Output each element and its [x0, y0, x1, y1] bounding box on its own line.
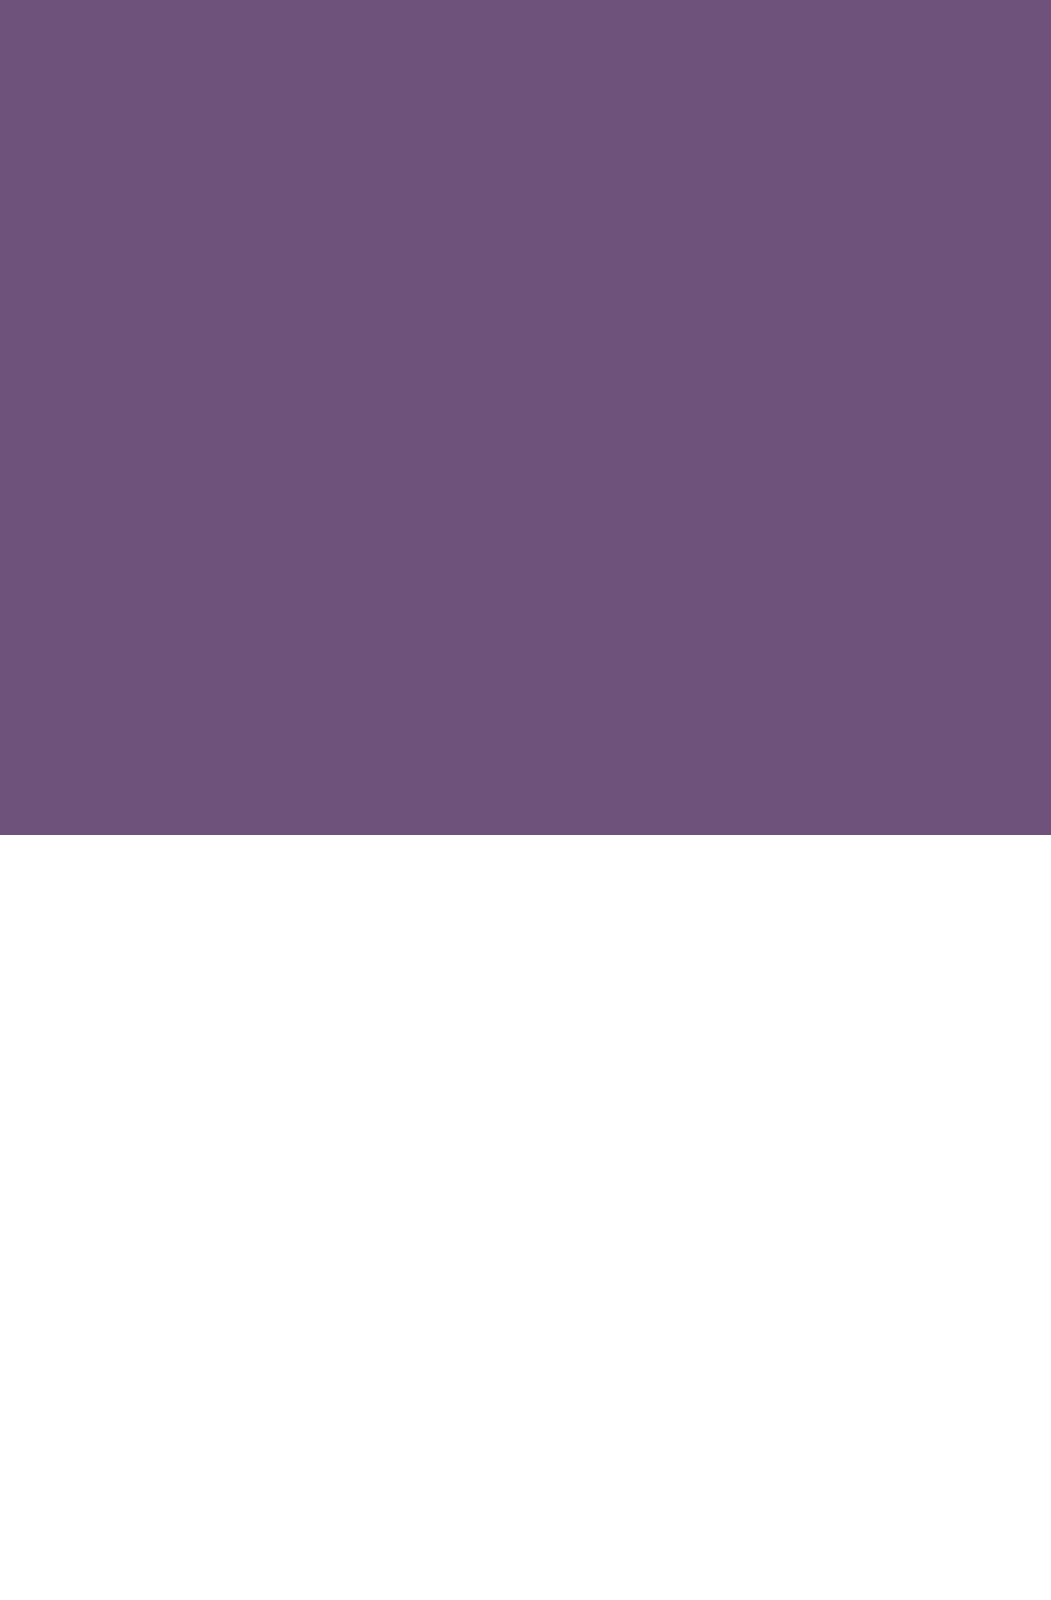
blurb-line — [56, 1456, 996, 1494]
blurb-line — [56, 920, 996, 958]
blurb-line — [56, 1303, 996, 1341]
blurb-text — [56, 920, 996, 1533]
blurb-line — [56, 1035, 996, 1073]
blurb-line — [56, 1341, 996, 1379]
blurb-line — [56, 1188, 996, 1226]
blurb-line — [56, 1150, 996, 1188]
blurb-line — [56, 1265, 996, 1303]
blurb-line — [56, 1073, 996, 1111]
blurb-line — [56, 1418, 996, 1456]
blurb-line — [56, 1380, 996, 1418]
blurb-line — [56, 997, 996, 1035]
blurb-line — [56, 1226, 996, 1264]
blurb-line — [56, 1111, 996, 1149]
blurb-line — [56, 1494, 996, 1532]
blurb-line — [56, 958, 996, 996]
